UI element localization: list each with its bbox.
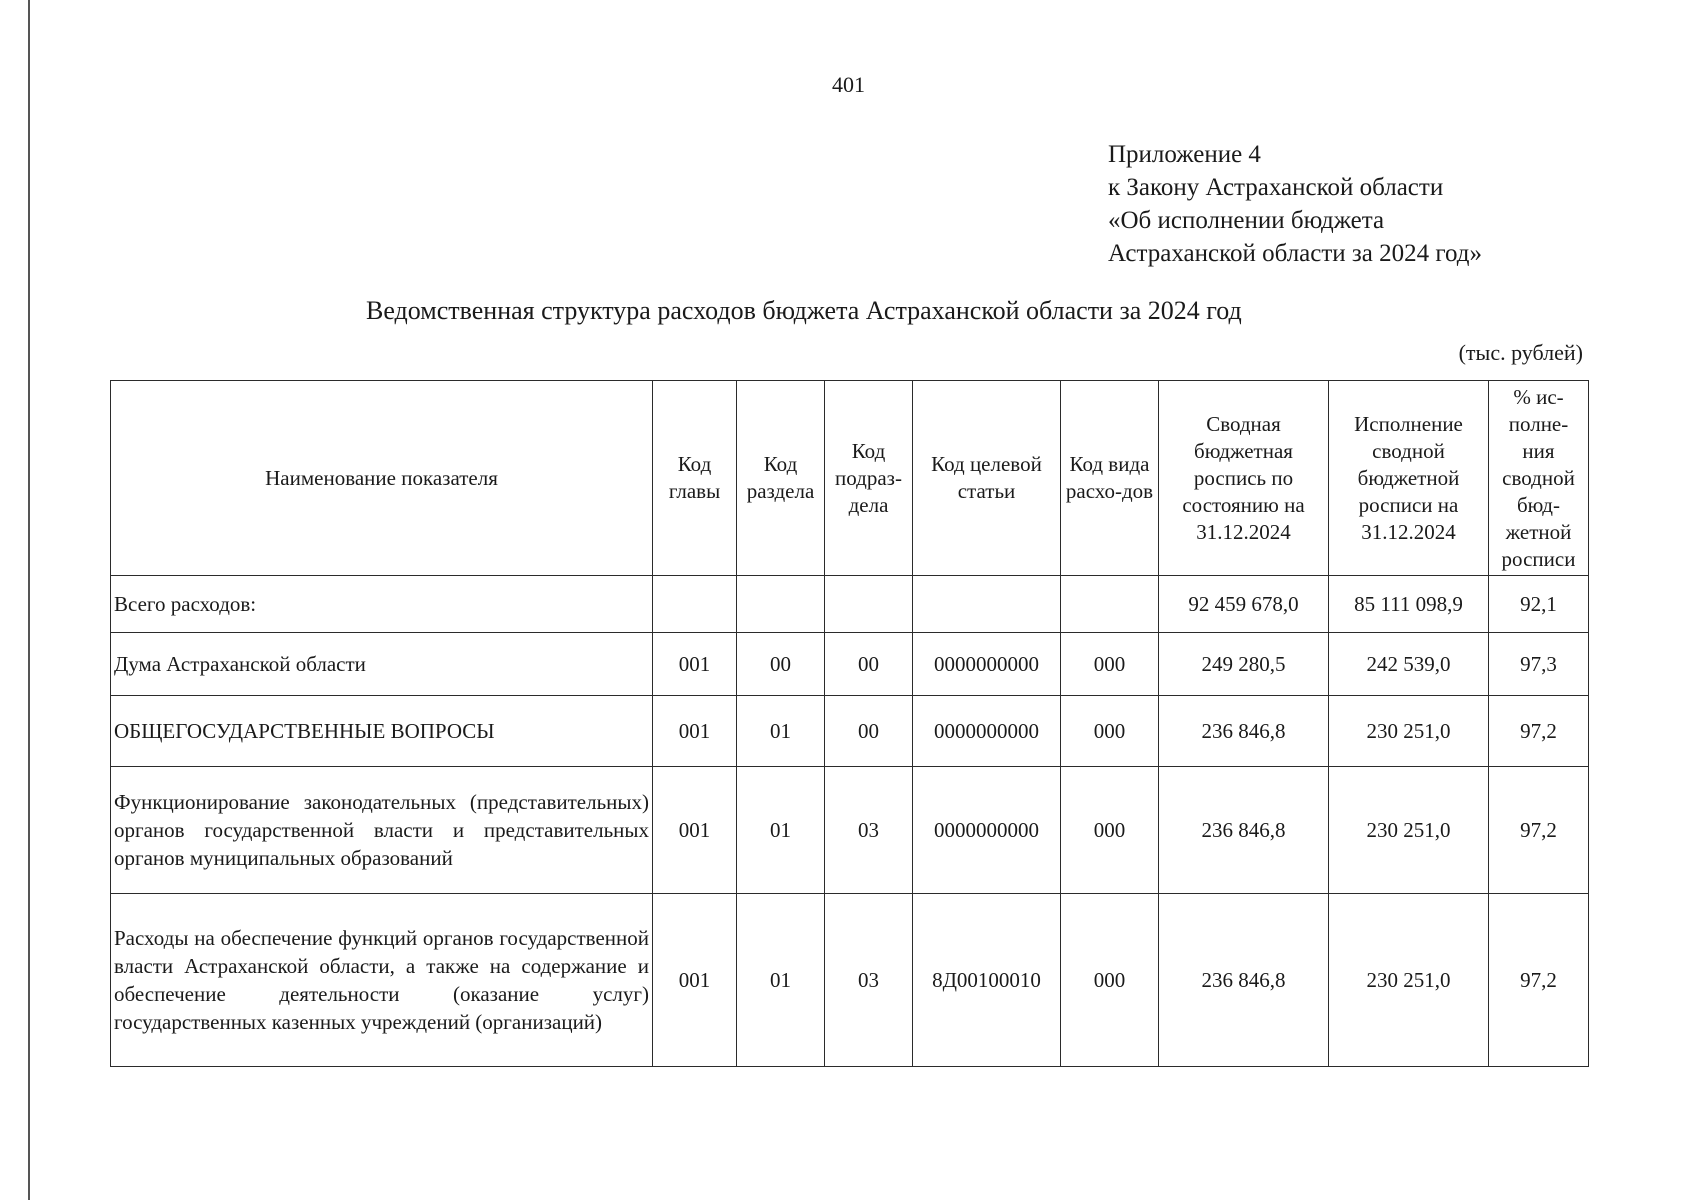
cell-chapter-code: 001: [653, 767, 737, 894]
table-row: [111, 576, 1589, 633]
table-row: [111, 767, 1589, 894]
cell-target-code: 0000000000: [913, 767, 1061, 894]
cell-section-code: 01: [737, 894, 825, 1067]
table-row: [111, 696, 1589, 767]
cell-chapter-code: [653, 576, 737, 633]
cell-executed: 85 111 098,9: [1329, 576, 1489, 633]
page-number: 401: [832, 72, 865, 97]
cell-target-code: 8Д00100010: [913, 894, 1061, 1067]
cell-percent: 97,2: [1489, 767, 1589, 894]
cell-subsection-code: 00: [825, 696, 913, 767]
cell-expense-type-code: 000: [1061, 696, 1159, 767]
cell-executed: 230 251,0: [1329, 696, 1489, 767]
document-title: Ведомственная структура расходов бюджета Астраханской области за 2024 год: [366, 296, 1242, 325]
cell-name: Дума Астраханской области: [111, 633, 653, 696]
units-note: (тыс. рублей): [1458, 340, 1583, 365]
header-executed: Исполнение сводной бюджетной росписи на 31.12.2024: [1329, 381, 1489, 576]
header-subsection-code: Код подраз-дела: [825, 381, 913, 576]
header-chapter-code: Код главы: [653, 381, 737, 576]
header-name: Наименование показателя: [111, 381, 653, 576]
cell-expense-type-code: [1061, 576, 1159, 633]
header-target-code: Код целевой статьи: [913, 381, 1061, 576]
cell-planned: 249 280,5: [1159, 633, 1329, 696]
cell-expense-type-code: 000: [1061, 767, 1159, 894]
table-row: [111, 894, 1589, 1067]
cell-planned: 236 846,8: [1159, 894, 1329, 1067]
cell-name: Функционирование законодательных (представительных) органов государственной власти и представительных органов муниципальных образований: [111, 767, 653, 894]
cell-name: Расходы на обеспечение функций органов государственной власти Астраханской области, а также на содержание и обеспечение деятельности (оказание услуг) государственных казенных учреждений (организаций): [111, 894, 653, 1067]
cell-target-code: 0000000000: [913, 633, 1061, 696]
cell-subsection-code: 03: [825, 894, 913, 1067]
cell-executed: 230 251,0: [1329, 767, 1489, 894]
cell-expense-type-code: 000: [1061, 894, 1159, 1067]
cell-chapter-code: 001: [653, 696, 737, 767]
budget-table: [110, 380, 1589, 1067]
cell-percent: 97,2: [1489, 894, 1589, 1067]
cell-section-code: 01: [737, 767, 825, 894]
header-section-code: Код раздела: [737, 381, 825, 576]
cell-planned: 236 846,8: [1159, 767, 1329, 894]
table-header-row: [111, 381, 1589, 576]
appendix-line: «Об исполнении бюджета: [1108, 207, 1385, 234]
page-left-edge-rule: [28, 0, 30, 1200]
appendix-line: Астраханской области за 2024 год»: [1108, 240, 1483, 267]
cell-name: Всего расходов:: [111, 576, 653, 633]
header-expense-type-code: Код вида расхо-дов: [1061, 381, 1159, 576]
cell-planned: 92 459 678,0: [1159, 576, 1329, 633]
cell-planned: 236 846,8: [1159, 696, 1329, 767]
cell-target-code: [913, 576, 1061, 633]
cell-section-code: [737, 576, 825, 633]
cell-section-code: 01: [737, 696, 825, 767]
cell-name: ОБЩЕГОСУДАРСТВЕННЫЕ ВОПРОСЫ: [111, 696, 653, 767]
cell-chapter-code: 001: [653, 633, 737, 696]
appendix-reference: [1108, 138, 1482, 270]
cell-chapter-code: 001: [653, 894, 737, 1067]
cell-executed: 230 251,0: [1329, 894, 1489, 1067]
cell-section-code: 00: [737, 633, 825, 696]
header-planned: Сводная бюджетная роспись по состоянию на 31.12.2024: [1159, 381, 1329, 576]
cell-expense-type-code: 000: [1061, 633, 1159, 696]
appendix-line: к Закону Астраханской области: [1108, 174, 1444, 201]
appendix-line: Приложение 4: [1108, 141, 1261, 168]
cell-subsection-code: 03: [825, 767, 913, 894]
cell-percent: 97,2: [1489, 696, 1589, 767]
cell-percent: 92,1: [1489, 576, 1589, 633]
cell-subsection-code: [825, 576, 913, 633]
cell-percent: 97,3: [1489, 633, 1589, 696]
header-percent: % ис-полне-ния сводной бюд-жетной росписи: [1489, 381, 1589, 576]
cell-executed: 242 539,0: [1329, 633, 1489, 696]
table-row: [111, 633, 1589, 696]
cell-subsection-code: 00: [825, 633, 913, 696]
cell-target-code: 0000000000: [913, 696, 1061, 767]
